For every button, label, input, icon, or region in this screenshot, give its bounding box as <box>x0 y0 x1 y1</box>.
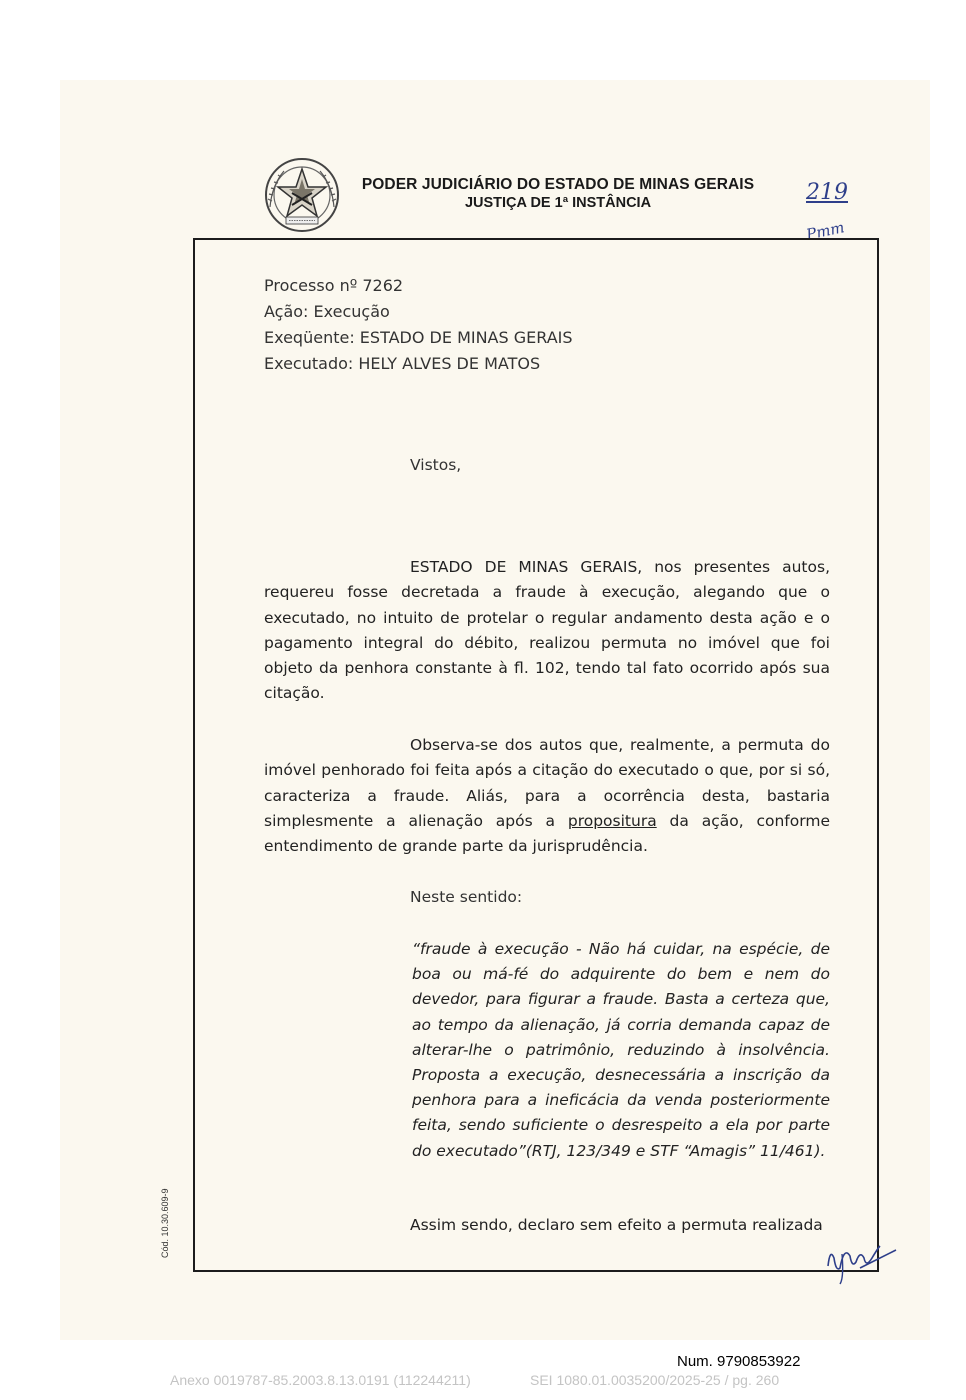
jurisprudence-quote: “fraude à execução - Não há cuidar, na espécie, de boa ou má-fé do adquirente do bem e nem do devedor, para figurar a fraude. Basta a certeza que, ao tempo da alienação, já corria demanda capaz de alterar-lhe o patrimônio, reduzindo à insolvência. Proposta a execução, desnecessária a inscrição da penhora para a ineficácia da venda posteriormente feita, sendo suficiente o desrespeito a ela por parte do executado”(RTJ, 123/349 e STF “Amagis” 11/461). <box>412 940 830 1160</box>
case-action: Ação: Execução <box>264 302 390 321</box>
footer-annex: Anexo 0019787-85.2003.8.13.0191 (112244211) <box>170 1372 471 1388</box>
case-defendant: Executado: HELY ALVES DE MATOS <box>264 354 541 373</box>
case-info <box>264 273 573 377</box>
paragraph-1-text: ESTADO DE MINAS GERAIS, nos presentes autos, requereu fosse decretada a fraude à execução, alegando que o executado, no intuito de protelar o regular andamento desta ação e o pagamento integral do débito, realizou permuta no imóvel que foi objeto da penhora constante à fl. 102, tendo tal fato ocorrido após sua citação. <box>264 558 830 703</box>
paragraph-2-text-before: Observa-se dos autos que, realmente, a permuta do imóvel penhorado foi feita após a citação do executado o que, por si só, caracteriza a fraude. Aliás, para a ocorrência desta, bastaria simplesmente a alienação após a <box>264 736 830 830</box>
handwritten-initials: Pmm <box>804 218 846 244</box>
case-plaintiff: Exeqüente: ESTADO DE MINAS GERAIS <box>264 328 573 347</box>
paragraph-2 <box>264 733 830 859</box>
court-header <box>348 176 768 211</box>
paragraph-last: Assim sendo, declaro sem efeito a permuta realizada <box>410 1216 823 1234</box>
coat-of-arms-seal-icon <box>262 155 342 235</box>
footer-sei: SEI 1080.01.0035200/2025-25 / pg. 260 <box>530 1372 780 1388</box>
case-number: Processo nº 7262 <box>264 276 404 295</box>
form-code: Cód. 10.30.609-9 <box>160 1188 170 1258</box>
header-line-1: PODER JUDICIÁRIO DO ESTADO DE MINAS GERAIS <box>361 176 755 193</box>
paragraph-2-text-after: da ação, conforme entendimento de grande parte da jurisprudência. <box>264 811 830 856</box>
header-line-2: JUSTIÇA DE 1ª INSTÂNCIA <box>464 195 652 211</box>
document-number: Num. 9790853922 <box>677 1353 801 1370</box>
underlined-word: propositura <box>567 811 657 830</box>
handwritten-page-number: 219 <box>806 180 848 205</box>
signature-icon <box>820 1228 900 1288</box>
neste-sentido: Neste sentido: <box>410 888 523 906</box>
salutation: Vistos, <box>410 456 462 474</box>
paragraph-1 <box>264 555 830 707</box>
